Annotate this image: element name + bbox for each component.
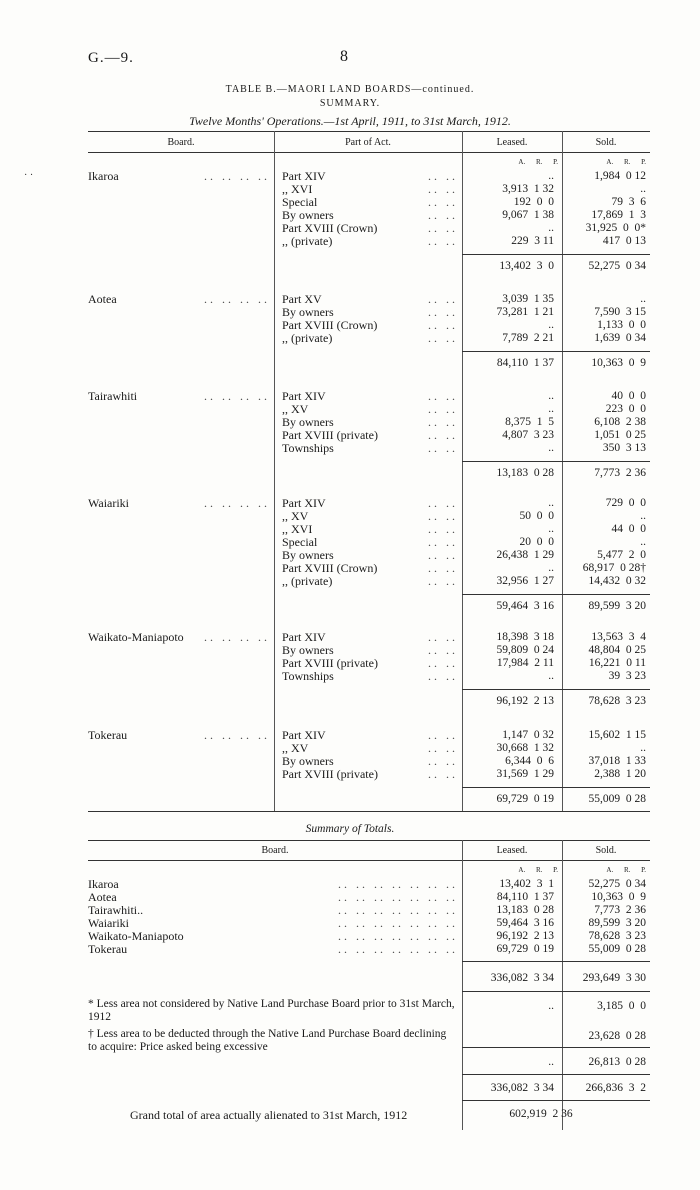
deduct-leased: .. xyxy=(548,1056,554,1068)
act-dots: .. .. xyxy=(428,656,458,670)
act-label: By owners xyxy=(282,754,334,768)
summary-header-rule xyxy=(88,860,650,861)
deduction-rule xyxy=(462,1047,650,1048)
leased-value: 73,281 1 21 xyxy=(496,306,554,318)
act-dots: .. .. xyxy=(428,496,458,510)
act-dots: .. .. xyxy=(428,643,458,657)
col-divider-act xyxy=(274,131,275,811)
sold-total: 55,009 0 28 xyxy=(588,793,646,805)
summary-leased: 13,183 0 28 xyxy=(496,904,554,916)
summary-total-leased: 336,082 3 34 xyxy=(490,972,554,984)
act-label: Part XVIII (private) xyxy=(282,428,378,442)
grand-total-value: 602,919 2 36 xyxy=(509,1108,573,1120)
act-label: Part XIV xyxy=(282,496,326,510)
leased-value: 32,956 1 27 xyxy=(496,575,554,587)
board-name: Aotea xyxy=(88,292,117,306)
act-label: ,, (private) xyxy=(282,234,333,248)
summary-sold: 89,599 3 20 xyxy=(588,917,646,929)
summary-sold: 55,009 0 28 xyxy=(588,943,646,955)
table-subtitle: SUMMARY. xyxy=(319,98,381,109)
table-title: TABLE B.—MAORI LAND BOARDS—continued. xyxy=(225,84,475,95)
act-dots: .. .. xyxy=(428,305,458,319)
leased-value: 4,807 3 23 xyxy=(502,429,554,441)
act-label: By owners xyxy=(282,643,334,657)
col-divider-leased xyxy=(462,131,463,811)
act-dots: .. .. xyxy=(428,415,458,429)
note1-leased: .. xyxy=(548,1000,554,1012)
leased-value: 17,984 2 11 xyxy=(496,657,554,669)
subtotal-rule xyxy=(462,787,650,788)
leased-value: 50 0 0 xyxy=(519,510,554,522)
summary-leased: 13,402 3 1 xyxy=(499,878,554,890)
board-column-header: Board. xyxy=(167,137,195,148)
subtotal-rule xyxy=(462,594,650,595)
sold-value: 1,984 0 12 xyxy=(594,170,646,182)
leased-value: 192 0 0 xyxy=(513,196,554,208)
act-label: Townships xyxy=(282,441,334,455)
leased-total: 96,192 2 13 xyxy=(496,695,554,707)
act-label: Part XVIII (private) xyxy=(282,767,378,781)
act-dots: .. .. xyxy=(428,741,458,755)
summary-board-name: Waiariki xyxy=(88,916,130,930)
summary-total-rule xyxy=(462,961,650,962)
leased-value: 8,375 1 5 xyxy=(505,416,554,428)
footnote-dagger: † Less area to be deducted through the Native Land Purchase Board declining to acquire: Price asked being excessive xyxy=(88,1028,447,1053)
act-label: ,, (private) xyxy=(282,331,333,345)
act-dots: .. .. xyxy=(428,767,458,781)
act-dots: .. .. xyxy=(428,182,458,196)
act-label: Part XVIII (private) xyxy=(282,656,378,670)
act-label: ,, XV xyxy=(282,509,309,523)
act-label: Part XV xyxy=(282,292,322,306)
sold-value: 1,133 0 0 xyxy=(597,319,646,331)
board-name: Tokerau xyxy=(88,728,128,742)
act-label: Townships xyxy=(282,669,334,683)
sold-value: .. xyxy=(640,742,646,754)
act-dots: .. .. xyxy=(428,402,458,416)
net-sold: 266,836 3 2 xyxy=(585,1082,646,1094)
sold-value: .. xyxy=(640,293,646,305)
sold-value: 2,388 1 20 xyxy=(594,768,646,780)
board-dots: .. .. .. .. xyxy=(204,630,270,644)
subtotal-rule xyxy=(462,689,650,690)
grand-total-label: Grand total of area actually alienated to 31st March, 1912 xyxy=(130,1108,408,1122)
leased-value: .. xyxy=(548,403,554,415)
act-label: Part XIV xyxy=(282,728,326,742)
act-label: Part XVIII (Crown) xyxy=(282,561,378,575)
subtotal-rule xyxy=(462,254,650,255)
summary-board-name: Waikato-Maniapoto xyxy=(88,929,184,943)
leased-value: 18,398 3 18 xyxy=(496,631,554,643)
leased-value: .. xyxy=(548,319,554,331)
table-bottom-rule xyxy=(88,811,650,812)
act-label: Part XVIII (Crown) xyxy=(282,221,378,235)
board-name: Ikaroa xyxy=(88,169,119,183)
summary-board-name: Ikaroa xyxy=(88,877,119,891)
summary-divider-leased xyxy=(462,840,463,1130)
board-dots: .. .. .. .. xyxy=(204,169,270,183)
act-label: By owners xyxy=(282,548,334,562)
sold-value: 13,563 3 4 xyxy=(591,631,646,643)
act-label: ,, (private) xyxy=(282,574,333,588)
act-dots: .. .. xyxy=(428,428,458,442)
sold-total: 78,628 3 23 xyxy=(588,695,646,707)
sold-total: 10,363 0 9 xyxy=(591,357,646,369)
summary-notes-rule xyxy=(462,991,650,992)
leased-value: 7,789 2 21 xyxy=(502,332,554,344)
sold-value: 1,639 0 34 xyxy=(594,332,646,344)
sold-value: .. xyxy=(640,536,646,548)
sold-units-0: A. R. P. xyxy=(606,158,646,166)
act-dots: .. .. xyxy=(428,522,458,536)
sold-value: 44 0 0 xyxy=(611,523,646,535)
leased-value: 31,569 1 29 xyxy=(496,768,554,780)
board-dots: .. .. .. .. xyxy=(204,389,270,403)
leased-value: 3,039 1 35 xyxy=(502,293,554,305)
footnote-star: * Less area not considered by Native Land Purchase Board prior to 31st March, 1912 xyxy=(88,998,455,1023)
sold-value: 223 0 0 xyxy=(605,403,646,415)
summary-dots: .. .. .. .. .. .. .. xyxy=(338,942,458,956)
act-dots: .. .. xyxy=(428,441,458,455)
table-top-rule xyxy=(88,131,650,132)
margin-mark: · · xyxy=(24,170,34,181)
note1-sold: 3,185 0 0 xyxy=(597,1000,646,1012)
leased-value: 30,668 1 32 xyxy=(496,742,554,754)
act-dots: .. .. xyxy=(428,548,458,562)
act-dots: .. .. xyxy=(428,195,458,209)
sold-value: 40 0 0 xyxy=(611,390,646,402)
leased-value: .. xyxy=(548,670,554,682)
summary-dots: .. .. .. .. .. .. .. xyxy=(338,890,458,904)
summary-board-name: Tairawhiti.. xyxy=(88,903,144,917)
summary-board-name: Tokerau xyxy=(88,942,128,956)
act-dots: .. .. xyxy=(428,389,458,403)
period-caption: Twelve Months' Operations.—1st April, 1911, to 31st March, 1912. xyxy=(189,114,511,128)
act-dots: .. .. xyxy=(428,630,458,644)
sold-value: 14,432 0 32 xyxy=(588,575,646,587)
summary-dots: .. .. .. .. .. .. .. xyxy=(338,916,458,930)
leased-value: .. xyxy=(548,222,554,234)
board-dots: .. .. .. .. xyxy=(204,728,270,742)
leased-value: 26,438 1 29 xyxy=(496,549,554,561)
act-label: Part XIV xyxy=(282,389,326,403)
leased-value: 6,344 0 6 xyxy=(505,755,554,767)
sold-value: 17,869 1 3 xyxy=(591,209,646,221)
leased-units-s: A. R. P. xyxy=(518,866,558,874)
act-label: Part XIV xyxy=(282,169,326,183)
act-dots: .. .. xyxy=(428,331,458,345)
sold-value: 6,108 2 38 xyxy=(594,416,646,428)
sold-value: 417 0 13 xyxy=(602,235,646,247)
sold-total: 52,275 0 34 xyxy=(588,260,646,272)
leased-value: .. xyxy=(548,497,554,509)
summary-title: Summary of Totals. xyxy=(305,823,395,835)
summary-leased: 96,192 2 13 xyxy=(496,930,554,942)
summary-sold: 7,773 2 36 xyxy=(594,904,646,916)
leased-value: .. xyxy=(548,442,554,454)
act-label: By owners xyxy=(282,305,334,319)
act-label: ,, XV xyxy=(282,741,309,755)
summary-sold-header: Sold. xyxy=(595,845,617,856)
leased-value: 229 3 11 xyxy=(511,235,554,247)
summary-sold: 52,275 0 34 xyxy=(588,878,646,890)
sold-value: 48,804 0 25 xyxy=(588,644,646,656)
act-dots: .. .. xyxy=(428,669,458,683)
act-dots: .. .. xyxy=(428,292,458,306)
act-dots: .. .. xyxy=(428,728,458,742)
summary-sold: 10,363 0 9 xyxy=(591,891,646,903)
col-divider-sold xyxy=(562,131,563,811)
leased-value: .. xyxy=(548,562,554,574)
sold-value: 37,018 1 33 xyxy=(588,755,646,767)
sold-value: 16,221 0 11 xyxy=(588,657,646,669)
act-dots: .. .. xyxy=(428,561,458,575)
leased-total: 13,183 0 28 xyxy=(496,467,554,479)
summary-leased: 84,110 1 37 xyxy=(496,891,554,903)
summary-divider-sold xyxy=(562,840,563,1130)
sold-value: 7,590 3 15 xyxy=(594,306,646,318)
leased-column-header: Leased. xyxy=(496,137,528,148)
summary-top-rule xyxy=(88,840,650,841)
summary-leased: 69,729 0 19 xyxy=(496,943,554,955)
page-number: 8 xyxy=(340,48,348,65)
summary-board-header: Board. xyxy=(261,845,289,856)
leased-total: 69,729 0 19 xyxy=(496,793,554,805)
leased-value: .. xyxy=(548,170,554,182)
act-label: Special xyxy=(282,195,318,209)
act-label: Part XIV xyxy=(282,630,326,644)
act-dots: .. .. xyxy=(428,754,458,768)
leased-value: .. xyxy=(548,523,554,535)
deduct-sold: 26,813 0 28 xyxy=(588,1056,646,1068)
leased-value: .. xyxy=(548,390,554,402)
act-dots: .. .. xyxy=(428,535,458,549)
act-label: ,, XVI xyxy=(282,182,313,196)
leased-total: 59,464 3 16 xyxy=(496,600,554,612)
board-name: Waiariki xyxy=(88,496,130,510)
sold-value: 1,051 0 25 xyxy=(594,429,646,441)
board-name: Tairawhiti xyxy=(88,389,138,403)
act-dots: .. .. xyxy=(428,169,458,183)
sold-total: 89,599 3 20 xyxy=(588,600,646,612)
header-rule xyxy=(88,152,650,153)
page-code: G.—9. xyxy=(88,50,134,66)
sold-value: 5,477 2 0 xyxy=(597,549,646,561)
leased-units-0: A. R. P. xyxy=(518,158,558,166)
leased-value: 3,913 1 32 xyxy=(502,183,554,195)
act-label: By owners xyxy=(282,415,334,429)
sold-value: 39 3 23 xyxy=(608,670,646,682)
act-dots: .. .. xyxy=(428,509,458,523)
act-label: Part XVIII (Crown) xyxy=(282,318,378,332)
summary-dots: .. .. .. .. .. .. .. xyxy=(338,903,458,917)
net-rule xyxy=(462,1074,650,1075)
summary-dots: .. .. .. .. .. .. .. xyxy=(338,877,458,891)
sold-units-s: A. R. P. xyxy=(606,866,646,874)
sold-value: 68,917 0 28† xyxy=(582,562,646,574)
leased-value: 59,809 0 24 xyxy=(496,644,554,656)
summary-total-sold: 293,649 3 30 xyxy=(582,972,646,984)
act-dots: .. .. xyxy=(428,574,458,588)
note2-sold: 23,628 0 28 xyxy=(588,1030,646,1042)
act-dots: .. .. xyxy=(428,208,458,222)
leased-value: 1,147 0 32 xyxy=(502,729,554,741)
sold-value: 729 0 0 xyxy=(605,497,646,509)
leased-value: 9,067 1 38 xyxy=(502,209,554,221)
net-leased: 336,082 3 34 xyxy=(490,1082,554,1094)
act-label: Special xyxy=(282,535,318,549)
summary-leased-header: Leased. xyxy=(496,845,528,856)
act-label: ,, XVI xyxy=(282,522,313,536)
board-dots: .. .. .. .. xyxy=(204,496,270,510)
leased-total: 84,110 1 37 xyxy=(496,357,554,369)
sold-value: .. xyxy=(640,183,646,195)
leased-total: 13,402 3 0 xyxy=(499,260,554,272)
summary-board-name: Aotea xyxy=(88,890,117,904)
subtotal-rule xyxy=(462,351,650,352)
act-label: By owners xyxy=(282,208,334,222)
act-column-header: Part of Act. xyxy=(345,137,391,148)
sold-value: 79 3 6 xyxy=(611,196,646,208)
sold-value: 31,925 0 0* xyxy=(585,222,646,234)
grand-rule xyxy=(462,1100,650,1101)
board-dots: .. .. .. .. xyxy=(204,292,270,306)
sold-value: 15,602 1 15 xyxy=(588,729,646,741)
board-name: Waikato-Maniapoto xyxy=(88,630,184,644)
summary-leased: 59,464 3 16 xyxy=(496,917,554,929)
act-label: ,, XV xyxy=(282,402,309,416)
act-dots: .. .. xyxy=(428,318,458,332)
act-dots: .. .. xyxy=(428,234,458,248)
sold-value: 350 3 13 xyxy=(602,442,646,454)
sold-column-header: Sold. xyxy=(595,137,617,148)
sold-value: .. xyxy=(640,510,646,522)
leased-value: 20 0 0 xyxy=(519,536,554,548)
subtotal-rule xyxy=(462,461,650,462)
summary-sold: 78,628 3 23 xyxy=(588,930,646,942)
act-dots: .. .. xyxy=(428,221,458,235)
sold-total: 7,773 2 36 xyxy=(594,467,646,479)
summary-dots: .. .. .. .. .. .. .. xyxy=(338,929,458,943)
